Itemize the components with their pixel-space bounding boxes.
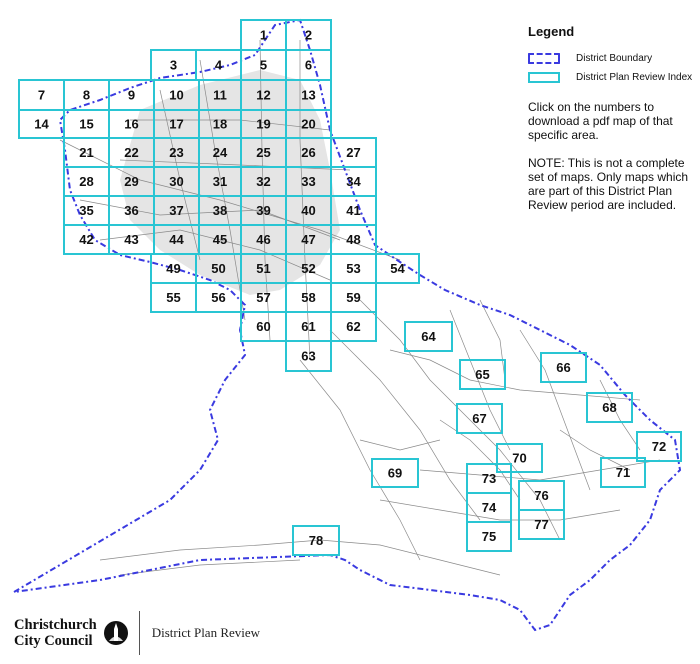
map-tile-72[interactable] [637, 432, 681, 461]
svg-text:39: 39 [256, 203, 271, 218]
map-tile-53[interactable] [331, 254, 376, 283]
footer-divider [139, 611, 140, 655]
svg-text:40: 40 [301, 203, 316, 218]
svg-text:22: 22 [124, 145, 139, 160]
svg-text:51: 51 [256, 261, 271, 276]
map-tile-35[interactable] [64, 196, 109, 225]
svg-text:16: 16 [124, 116, 139, 132]
svg-text:37: 37 [169, 203, 184, 218]
svg-text:4: 4 [214, 57, 223, 73]
svg-text:29: 29 [124, 174, 139, 189]
svg-text:64: 64 [421, 329, 436, 344]
map-tile-67[interactable] [457, 404, 502, 433]
map-tile-70[interactable] [497, 444, 542, 472]
svg-text:11: 11 [213, 87, 227, 103]
svg-text:69: 69 [387, 465, 403, 481]
svg-text:1: 1 [259, 27, 268, 43]
map-tile-64[interactable] [405, 322, 452, 351]
svg-text:74: 74 [481, 500, 497, 515]
svg-text:45: 45 [212, 232, 228, 247]
map-tile-54[interactable] [376, 254, 419, 283]
map-tile-78[interactable] [293, 526, 339, 555]
map-tile-63[interactable] [286, 341, 331, 371]
map-tile-76[interactable] [519, 481, 564, 510]
svg-text:8: 8 [82, 87, 91, 103]
svg-text:33: 33 [301, 174, 316, 189]
svg-text:32: 32 [256, 174, 271, 189]
map-tile-21[interactable] [64, 138, 109, 167]
footer [14, 610, 260, 656]
note-text: NOTE: This is not a complete set of maps. Only maps which are part of this District Plan Review period are included. [528, 156, 689, 212]
svg-text:31: 31 [212, 174, 228, 189]
svg-text:49: 49 [166, 261, 181, 276]
svg-text:35: 35 [79, 203, 94, 218]
map-tile-6[interactable] [286, 50, 331, 80]
map-tile-62[interactable] [331, 312, 376, 341]
svg-text:55: 55 [166, 290, 181, 305]
instruction-text: Click on the numbers to download a pdf map of that specific area. [528, 100, 673, 142]
svg-text:42: 42 [79, 232, 94, 247]
svg-text:25: 25 [256, 145, 271, 160]
svg-text:27: 27 [346, 145, 361, 160]
svg-text:50: 50 [211, 261, 226, 276]
legend-label: District Boundary [576, 52, 653, 64]
svg-text:66: 66 [556, 360, 571, 375]
map-tile-14[interactable] [19, 110, 64, 138]
svg-text:76: 76 [534, 488, 549, 503]
svg-text:36: 36 [124, 203, 139, 218]
svg-text:78: 78 [308, 533, 324, 548]
svg-text:5: 5 [259, 57, 268, 73]
svg-text:52: 52 [301, 261, 316, 276]
svg-text:41: 41 [346, 203, 361, 218]
map-tile-73[interactable] [467, 464, 511, 493]
svg-text:28: 28 [79, 174, 94, 189]
svg-text:17: 17 [169, 116, 184, 132]
svg-text:24: 24 [212, 145, 228, 160]
svg-text:21: 21 [79, 145, 94, 160]
svg-text:3: 3 [169, 57, 178, 73]
map-tile-7[interactable] [19, 80, 64, 110]
map-tile-71[interactable] [601, 458, 645, 487]
svg-text:48: 48 [346, 232, 361, 247]
svg-text:46: 46 [256, 232, 271, 247]
legend-item-review-index [528, 68, 693, 86]
svg-text:54: 54 [390, 261, 405, 276]
org-name-line2: City Council [14, 633, 93, 649]
map-tile-60[interactable] [241, 312, 286, 341]
svg-text:15: 15 [79, 116, 94, 132]
org-name [14, 617, 97, 649]
map-tile-75[interactable] [467, 522, 511, 551]
svg-text:72: 72 [651, 439, 667, 454]
map-tile-65[interactable] [460, 360, 505, 389]
svg-text:47: 47 [301, 232, 316, 247]
svg-text:23: 23 [169, 145, 184, 160]
svg-text:57: 57 [256, 290, 271, 305]
svg-text:12: 12 [256, 87, 271, 103]
svg-text:38: 38 [212, 203, 228, 218]
svg-text:67: 67 [472, 411, 487, 426]
legend-item-district-boundary [528, 49, 693, 67]
product-title: District Plan Review [151, 625, 261, 640]
svg-text:65: 65 [475, 367, 490, 382]
svg-text:70: 70 [512, 450, 527, 466]
svg-text:61: 61 [301, 319, 316, 334]
district-boundary-swatch [528, 53, 560, 64]
svg-text:7: 7 [37, 87, 46, 103]
svg-text:26: 26 [301, 145, 316, 160]
map-tile-74[interactable] [467, 493, 511, 522]
svg-text:53: 53 [346, 261, 361, 276]
svg-text:9: 9 [127, 87, 136, 103]
svg-text:60: 60 [256, 319, 271, 334]
svg-text:6: 6 [304, 57, 313, 73]
cathedral-logo-icon [103, 620, 129, 646]
svg-text:68: 68 [602, 400, 617, 415]
map-tile-58[interactable] [286, 283, 331, 312]
svg-text:43: 43 [124, 232, 139, 247]
map-tile-55[interactable] [151, 283, 196, 312]
svg-text:30: 30 [169, 174, 184, 189]
legend-title: Legend [528, 24, 575, 39]
review-index-swatch [528, 72, 560, 83]
legend-panel [528, 24, 693, 212]
map-tile-15[interactable] [64, 110, 109, 138]
svg-text:44: 44 [169, 232, 184, 247]
svg-text:20: 20 [301, 116, 316, 132]
svg-text:34: 34 [346, 174, 361, 189]
map-tile-59[interactable] [331, 283, 376, 312]
map-tile-9[interactable] [109, 80, 154, 110]
svg-text:71: 71 [615, 465, 631, 480]
svg-text:58: 58 [301, 290, 316, 305]
svg-text:2: 2 [304, 27, 313, 43]
svg-text:75: 75 [481, 529, 497, 544]
svg-text:14: 14 [34, 116, 49, 132]
svg-text:56: 56 [211, 290, 226, 305]
svg-text:62: 62 [346, 319, 361, 334]
svg-text:77: 77 [534, 517, 549, 532]
svg-text:19: 19 [256, 116, 271, 132]
svg-text:10: 10 [169, 87, 184, 103]
svg-text:73: 73 [481, 471, 497, 486]
map-tile-69[interactable] [372, 459, 418, 487]
svg-text:13: 13 [301, 87, 316, 103]
svg-text:59: 59 [346, 290, 361, 305]
svg-text:18: 18 [212, 116, 228, 132]
legend-label: District Plan Review Index [576, 71, 693, 83]
svg-text:63: 63 [301, 348, 316, 364]
org-name-line1: Christchurch [14, 617, 97, 633]
